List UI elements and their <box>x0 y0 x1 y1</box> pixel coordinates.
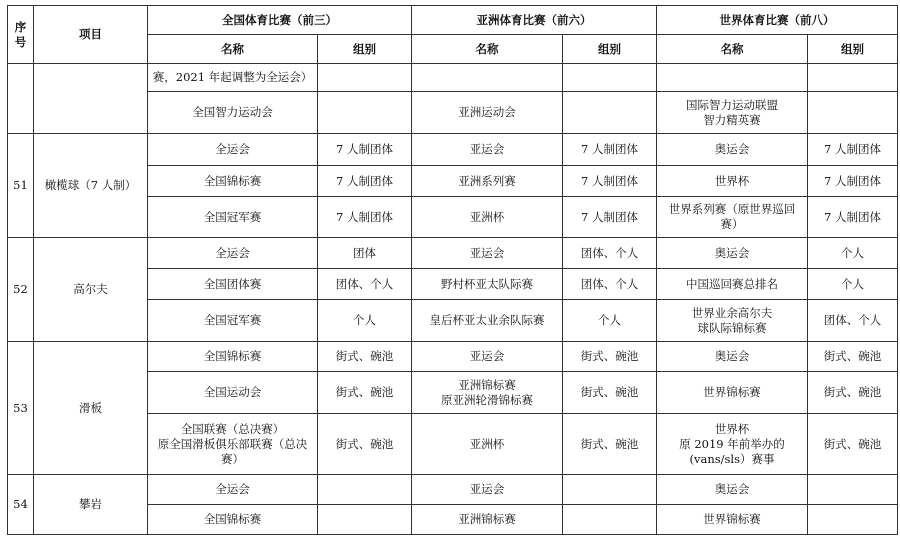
project-cell-empty <box>34 64 148 134</box>
world-name: 世界业余高尔夫 球队际锦标赛 <box>657 300 808 342</box>
world-name: 国际智力运动联盟 智力精英赛 <box>657 92 808 134</box>
seq-cell: 52 <box>8 238 34 342</box>
asian-group: 团体、个人 <box>563 269 657 300</box>
asian-name: 亚洲杯 <box>412 414 563 475</box>
asian-name: 亚运会 <box>412 475 563 505</box>
world-group: 街式、碗池 <box>808 342 898 372</box>
world-group <box>808 505 898 535</box>
asian-group <box>563 505 657 535</box>
world-name: 奥运会 <box>657 134 808 166</box>
asian-group: 街式、碗池 <box>563 414 657 475</box>
national-name: 全国锦标赛 <box>148 342 318 372</box>
world-group: 街式、碗池 <box>808 414 898 475</box>
national-group <box>318 505 412 535</box>
header-national: 全国体育比赛（前三） <box>148 6 412 35</box>
asian-name: 亚洲杯 <box>412 197 563 238</box>
seq-cell: 51 <box>8 134 34 238</box>
table-row <box>8 238 898 269</box>
national-name: 全国团体赛 <box>148 269 318 300</box>
asian-group: 团体、个人 <box>563 238 657 269</box>
asian-group: 街式、碗池 <box>563 372 657 414</box>
seq-cell: 53 <box>8 342 34 475</box>
world-name <box>657 64 808 92</box>
asian-group: 7 人制团体 <box>563 197 657 238</box>
national-group <box>318 475 412 505</box>
asian-name: 皇后杯亚太业余队际赛 <box>412 300 563 342</box>
asian-group: 7 人制团体 <box>563 134 657 166</box>
world-group: 个人 <box>808 269 898 300</box>
national-group: 街式、碗池 <box>318 372 412 414</box>
asian-name <box>412 64 563 92</box>
national-group: 街式、碗池 <box>318 414 412 475</box>
project-cell: 攀岩 <box>34 475 148 535</box>
header-asian: 亚洲体育比赛（前六） <box>412 6 657 35</box>
world-name: 奥运会 <box>657 342 808 372</box>
national-name: 全国联赛（总决赛） 原全国滑板俱乐部联赛（总决 赛） <box>148 414 318 475</box>
national-name: 全国冠军赛 <box>148 197 318 238</box>
world-name: 世界杯 原 2019 年前举办的 (vans/sls）赛事 <box>657 414 808 475</box>
header-world: 世界体育比赛（前八） <box>657 6 898 35</box>
header-project: 项目 <box>34 6 148 64</box>
national-group: 7 人制团体 <box>318 197 412 238</box>
asian-group: 街式、碗池 <box>563 342 657 372</box>
asian-name: 亚运会 <box>412 342 563 372</box>
world-name: 世界杯 <box>657 166 808 197</box>
project-cell: 橄榄球（7 人制） <box>34 134 148 238</box>
national-name: 全国锦标赛 <box>148 505 318 535</box>
competition-table <box>7 5 898 535</box>
world-name: 世界锦标赛 <box>657 372 808 414</box>
asian-group <box>563 475 657 505</box>
asian-name: 亚洲锦标赛 <box>412 505 563 535</box>
table-row <box>8 64 898 92</box>
header-national-group: 组别 <box>318 35 412 64</box>
asian-name: 亚洲运动会 <box>412 92 563 134</box>
national-name: 赛，2021 年起调整为全运会） <box>148 64 318 92</box>
national-name: 全国智力运动会 <box>148 92 318 134</box>
header-world-group: 组别 <box>808 35 898 64</box>
national-group: 团体、个人 <box>318 269 412 300</box>
asian-name: 亚洲锦标赛 原亚洲轮滑锦标赛 <box>412 372 563 414</box>
world-group <box>808 64 898 92</box>
table-row <box>8 134 898 166</box>
seq-cell: 54 <box>8 475 34 535</box>
asian-name: 亚运会 <box>412 134 563 166</box>
asian-group: 7 人制团体 <box>563 166 657 197</box>
national-name: 全运会 <box>148 134 318 166</box>
world-group <box>808 475 898 505</box>
project-cell: 滑板 <box>34 342 148 475</box>
national-group: 个人 <box>318 300 412 342</box>
national-group: 7 人制团体 <box>318 166 412 197</box>
table-row <box>8 342 898 372</box>
asian-name: 亚运会 <box>412 238 563 269</box>
world-name: 中国巡回赛总排名 <box>657 269 808 300</box>
header-national-name: 名称 <box>148 35 318 64</box>
header-world-name: 名称 <box>657 35 808 64</box>
world-group: 团体、个人 <box>808 300 898 342</box>
asian-name: 野村杯亚太队际赛 <box>412 269 563 300</box>
asian-group <box>563 92 657 134</box>
national-name: 全国冠军赛 <box>148 300 318 342</box>
project-cell: 高尔夫 <box>34 238 148 342</box>
national-name: 全运会 <box>148 238 318 269</box>
national-name: 全国运动会 <box>148 372 318 414</box>
national-group <box>318 64 412 92</box>
asian-group <box>563 64 657 92</box>
world-group <box>808 92 898 134</box>
world-name: 奥运会 <box>657 475 808 505</box>
national-group <box>318 92 412 134</box>
national-name: 全运会 <box>148 475 318 505</box>
world-group: 街式、碗池 <box>808 372 898 414</box>
world-group: 7 人制团体 <box>808 197 898 238</box>
asian-group: 个人 <box>563 300 657 342</box>
asian-name: 亚洲系列赛 <box>412 166 563 197</box>
world-name: 世界锦标赛 <box>657 505 808 535</box>
world-group: 个人 <box>808 238 898 269</box>
national-group: 7 人制团体 <box>318 134 412 166</box>
seq-cell-empty <box>8 64 34 134</box>
world-name: 世界系列赛（原世界巡回 赛） <box>657 197 808 238</box>
world-group: 7 人制团体 <box>808 166 898 197</box>
header-asian-group: 组别 <box>563 35 657 64</box>
header-asian-name: 名称 <box>412 35 563 64</box>
header-seq: 序 号 <box>8 6 34 64</box>
national-name: 全国锦标赛 <box>148 166 318 197</box>
national-group: 团体 <box>318 238 412 269</box>
table-row <box>8 475 898 505</box>
national-group: 街式、碗池 <box>318 342 412 372</box>
world-group: 7 人制团体 <box>808 134 898 166</box>
world-name: 奥运会 <box>657 238 808 269</box>
